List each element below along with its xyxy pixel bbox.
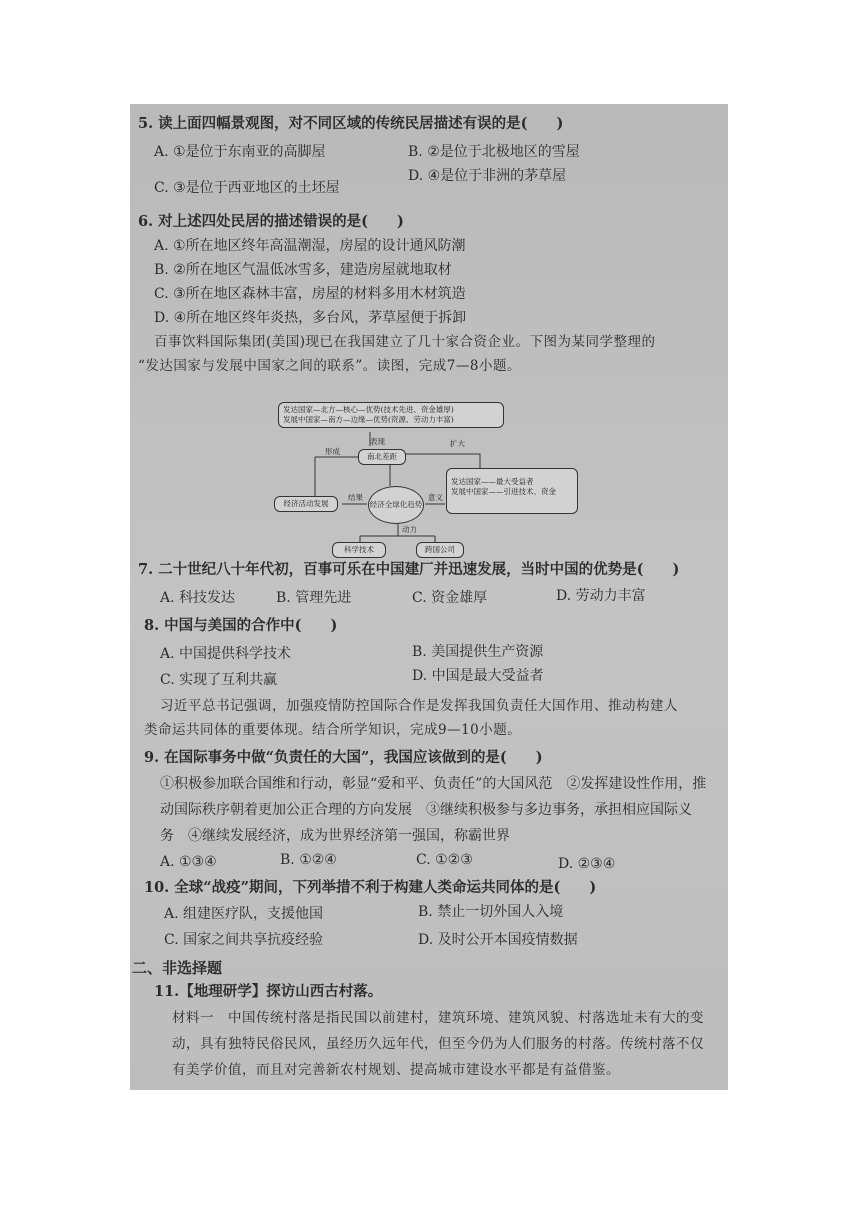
q6-option-d: D. ④所在地区终年炎热，多台风，茅草屋便于拆卸 <box>154 310 467 326</box>
q5-option-a: A. ①是位于东南亚的高脚屋 <box>154 144 326 160</box>
q5-stem: 5. 读上面四幅景观图，对不同区域的传统民居描述有误的是( ) <box>138 115 564 132</box>
q7-stem: 7. 二十世纪八十年代初，百事可乐在中国建厂并迅速发展，当时中国的优势是( ) <box>138 561 680 578</box>
q6-option-b: B. ②所在地区气温低冰雪多，建造房屋就地取材 <box>154 262 452 278</box>
q7-option-d: D. 劳动力丰富 <box>556 588 646 604</box>
q5-option-d: D. ④是位于非洲的茅草屋 <box>408 168 567 184</box>
diagram-label-dongli: 动力 <box>402 525 417 534</box>
q10-stem: 10. 全球“战疫”期间，下列举措不利于构建人类命运共同体的是( ) <box>144 879 597 896</box>
diagram-box-jingji: 经济活动发展 <box>274 496 338 512</box>
q8-option-d: D. 中国是最大受益者 <box>412 668 544 684</box>
diagram-box-kuaguo: 跨国公司 <box>416 542 464 558</box>
q8-stem: 8. 中国与美国的合作中( ) <box>144 617 338 634</box>
q9-statement-line1: ①积极参加联合国维和行动，彰显“爱和平、负责任”的大国风范 ②发挥建设性作用，推 <box>160 776 707 792</box>
q9-option-d: D. ②③④ <box>558 856 616 872</box>
q9-statement-line2: 动国际秩序朝着更加公正合理的方向发展 ③继续积极参与多边事务，承担相应国际义 <box>160 802 692 818</box>
q9-statement-line3: 务 ④继续发展经济，成为世界经济第一强国，称霸世界 <box>160 828 510 844</box>
q9-stem: 9. 在国际事务中做“负责任的大国”，我国应该做到的是( ) <box>144 749 543 766</box>
diagram-top-line2: 发展中国家—南方—边缘—优势(资源、劳动力丰富) <box>283 415 454 424</box>
diagram-label-biaoxian: 表现 <box>370 437 385 446</box>
exam-page-photo <box>130 104 728 1090</box>
q8-option-c: C. 实现了互利共赢 <box>160 672 278 688</box>
q5-option-c: C. ③是位于西亚地区的土坯屋 <box>154 180 340 196</box>
q10-option-a: A. 组建医疗队，支援他国 <box>164 906 324 922</box>
q9-option-a: A. ①③④ <box>160 854 217 870</box>
diagram-top-line1: 发达国家—北方—核心—优势(技术先进、资金雄厚) <box>283 405 454 414</box>
q6-option-c: C. ③所在地区森林丰富，房屋的材料多用木材筑造 <box>154 286 466 302</box>
q8-option-b: B. 美国提供生产资源 <box>412 644 544 660</box>
relation-diagram <box>270 394 580 559</box>
intro-7-8-line1: 百事饮料国际集团(美国)现已在我国建立了几十家合资企业。下图为某同学整理的 <box>154 334 656 350</box>
intro-7-8-line2: “发达国家与发展中国家之间的联系”。读图，完成7—8小题。 <box>138 358 521 374</box>
diagram-box-right <box>446 468 578 514</box>
q7-option-b: B. 管理先进 <box>276 590 352 606</box>
q10-option-c: C. 国家之间共享抗疫经验 <box>164 932 324 948</box>
q9-option-c: C. ①②③ <box>416 852 473 868</box>
q9-option-b: B. ①②④ <box>280 852 337 868</box>
diagram-box-keji: 科学技术 <box>332 542 386 558</box>
q7-option-c: C. 资金雄厚 <box>412 590 488 606</box>
q5-option-b: B. ②是位于北极地区的雪屋 <box>408 144 580 160</box>
diagram-label-jieguo: 结果 <box>348 493 363 502</box>
q6-option-a: A. ①所在地区终年高温潮湿，房屋的设计通风防潮 <box>154 238 466 254</box>
q11-material-line2: 动，具有独特民俗民风，虽经历久远年代，但至今仍为人们服务的村落。传统村落不仅 <box>172 1036 704 1052</box>
diagram-label-yiyi: 意义 <box>428 493 443 502</box>
q8-option-a: A. 中国提供科学技术 <box>160 646 292 662</box>
q10-option-d: D. 及时公开本国疫情数据 <box>418 932 578 948</box>
q10-option-b: B. 禁止一切外国人入境 <box>418 904 564 920</box>
diagram-ellipse-quanqiu: 经济全球化趋势 <box>368 486 424 524</box>
diagram-top-box <box>278 402 504 428</box>
diagram-right-line1: 发达国家——最大受益者 <box>451 477 534 486</box>
q11-stem: 11.【地理研学】探访山西古村落。 <box>154 983 383 1000</box>
intro-9-10-line2: 类命运共同体的重要体现。结合所学知识，完成9—10小题。 <box>144 722 522 738</box>
diagram-label-xingcheng: 形成 <box>325 447 340 456</box>
diagram-right-line2: 发展中国家——引进技术、资金 <box>451 487 556 496</box>
q6-stem: 6. 对上述四处民居的描述错误的是( ) <box>138 213 404 230</box>
diagram-box-nanbei: 南北差距 <box>358 449 406 465</box>
q11-material-line1: 材料一 中国传统村落是指民国以前建村，建筑环境、建筑风貌、村落选址未有大的变 <box>172 1010 704 1026</box>
diagram-label-kuoda: 扩大 <box>450 439 465 448</box>
q11-material-line3: 有美学价值，而且对完善新农村规划、提高城市建设水平都是有益借鉴。 <box>172 1062 620 1078</box>
q7-option-a: A. 科技发达 <box>160 590 236 606</box>
intro-9-10-line1: 习近平总书记强调，加强疫情防控国际合作是发挥我国负责任大国作用、推动构建人 <box>160 698 678 714</box>
section-non-choice-heading: 二、非选择题 <box>132 959 223 977</box>
